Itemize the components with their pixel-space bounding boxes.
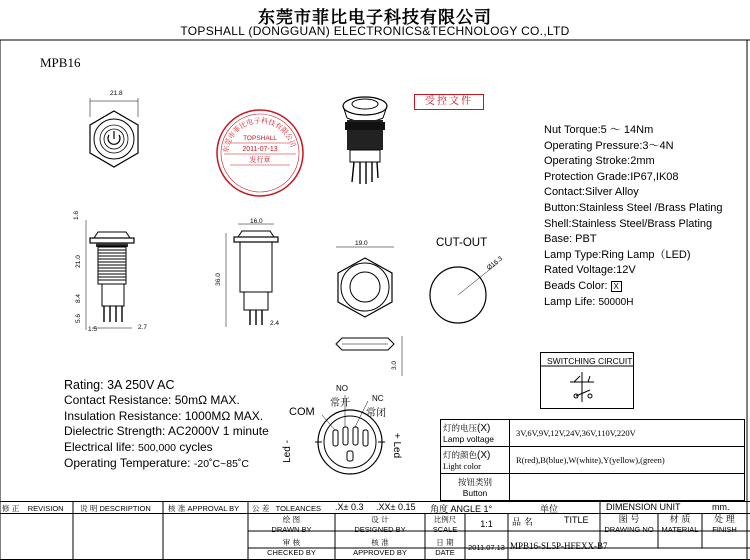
spec-lamp-life (544, 295, 723, 311)
tb-scale-label: 比例尺 SCALE (432, 515, 458, 534)
pin-led-negative: Led - (281, 440, 293, 463)
spec-list (544, 123, 723, 310)
rating-line: Rating: 3A 250V AC (64, 378, 175, 392)
thread-lines (98, 247, 126, 280)
table-row (441, 447, 745, 474)
seal-status: 发行章 (249, 156, 271, 164)
electrical-life: Electrical life: 500,000 cycles (64, 439, 213, 454)
dim-top-width: 21.8 (110, 90, 123, 97)
dim-side-pin-gap: 2.7 (138, 324, 148, 331)
dim-side-pin: 5.6 (75, 313, 83, 324)
tb-date-label: 日 期 DATE (435, 538, 455, 557)
tb-designed-by: 设 计 DESIGNED BY (354, 515, 406, 534)
pin-no-label: NO (336, 384, 348, 393)
dim-nut-width: 19.0 (355, 240, 368, 247)
switching-circuit-title: SWITCHING CIRCUIT (547, 356, 633, 366)
tb-unit-cn: 单位 (540, 505, 559, 515)
spec-item: Protection Grade:IP67,IK08 (544, 170, 679, 183)
tb-description: 说 明 DESCRIPTION (80, 504, 151, 513)
option-label: 按钮类别 Button (441, 474, 510, 501)
table-row (441, 420, 745, 447)
company-name-cn: 东莞市菲比电子科技有限公司 (258, 8, 492, 28)
tb-date-value: 2011.07.13 (468, 543, 505, 552)
tb-checked-by: 审 核 CHECKED BY (267, 538, 316, 557)
dim-cutout-diameter: Ø16.3 (485, 255, 504, 272)
pin-nc-label-cn: 常闭 (366, 408, 386, 419)
lamp-life-label: Lamp Life: (544, 295, 596, 308)
tb-mm: mm. (712, 502, 730, 512)
option-value: 3V,6V,9V,12V,24V,36V,110V,220V (510, 420, 745, 447)
controlled-document-stamp: 受控文件 (414, 94, 484, 110)
dim-side-base: 8.4 (75, 293, 83, 304)
table-row (441, 474, 745, 501)
dielectric-strength: Dielectric Strength: AC2000V 1 minute (64, 424, 269, 439)
spec-item: Contact:Silver Alloy (544, 186, 639, 199)
seal-date: 2011-07-13 (242, 146, 278, 153)
tb-drawing-no: 图 号 DRAWING NO (604, 515, 654, 534)
dim-front-width: 16.0 (250, 218, 263, 225)
spec-beads-color (544, 279, 723, 295)
side-view-drawing (72, 210, 162, 340)
option-value (510, 474, 745, 501)
tb-tol1: .X± 0.3 (335, 502, 364, 512)
tb-scale-value: 1:1 (480, 519, 493, 529)
pin-nc-label: NC (372, 394, 384, 403)
spec-item: Button:Stainless Steel /Brass Plating (544, 201, 723, 214)
tb-finish: 处 理 FINISH (712, 515, 737, 534)
operating-temperature: Operating Temperature: -20˚C~85˚C (64, 456, 250, 471)
dim-side-body: 21.0 (74, 255, 82, 268)
contact-resistance: Contact Resistance: 50mΩ MAX. (64, 393, 240, 408)
nut-views-drawing (330, 240, 410, 380)
spec-item: Rated Voltage:12V (544, 264, 636, 277)
tb-tolerances: 公 差 TOLEANCES (252, 504, 321, 513)
dim-front-height: 36.0 (214, 273, 222, 286)
spec-item: Base: PBT (544, 233, 597, 246)
tb-revision: 修 正 REVISION (2, 504, 64, 513)
beads-color-label: Beads Color: (544, 279, 608, 292)
spec-item: Operating Stroke:2mm (544, 155, 655, 168)
lamp-life-value: 50000H (598, 296, 634, 308)
pin-no-label-cn: 常开 (330, 398, 350, 409)
pin-led-positive: + Led (391, 432, 403, 459)
tb-material: 材 质 MATERIAL (661, 515, 699, 534)
insulation-resistance: Insulation Resistance: 1000MΩ MAX. (64, 408, 264, 423)
spec-item: Lamp Type:Ring Lamp（LED) (544, 248, 691, 261)
ratings-block (64, 378, 269, 472)
dim-side-head: 1.6 (73, 210, 81, 221)
option-label: 灯的电压(X) Lamp voltage (441, 420, 510, 447)
seal-ring-text: 东莞市菲比电子科技有限公司 (221, 116, 297, 154)
dim-front-pin: 2.4 (270, 320, 280, 327)
iso-view-drawing (320, 92, 400, 192)
tb-angle: 角度 ANGLE 1° (430, 504, 493, 514)
option-value: R(red),B(blue),W(white),Y(yellow),(green) (510, 447, 745, 474)
model-number: MPB16 (40, 55, 81, 70)
tb-name-cn: 品 名 (512, 518, 533, 528)
option-label: 灯的颜色(X) Light color (441, 447, 510, 474)
dim-side-pin-width: 1.5 (88, 326, 98, 333)
options-table (440, 419, 745, 501)
dim-nut-thickness: 3.0 (391, 360, 399, 371)
cutout-label: CUT-OUT (436, 237, 488, 249)
tb-part-number: MPB16-SL5P-HFEXX-B7 (510, 541, 608, 551)
top-view-drawing (80, 95, 160, 175)
tb-tol2: .XX± 0.15 (376, 502, 416, 512)
company-name-en: TOPSHALL (DONGGUAN) ELECTRONICS&TECHNOLOGY CO.,LTD (180, 24, 570, 38)
seal-brand: TOPSHALL (243, 135, 277, 142)
tb-drawn-by: 绘 图 DRAWN BY (271, 515, 312, 534)
tb-title-label: TITLE (564, 515, 589, 525)
tb-approved-by: 核 准 APPROVED BY (353, 538, 407, 557)
company-seal (210, 103, 310, 203)
pin-com-label: COM (289, 406, 315, 418)
beads-color-checkbox: X (611, 281, 622, 292)
front-view-drawing (212, 215, 302, 335)
spec-item: Shell:Stainless Steel/Brass Plating (544, 217, 713, 230)
spec-item: Nut Torque:5 ～ 14Nm (544, 124, 654, 136)
spec-item: Operating Pressure:3～4N (544, 139, 674, 152)
tb-dimension-unit: DIMENSION UNIT (606, 502, 681, 512)
tb-approval: 核 准 APPROVAL BY (168, 504, 240, 513)
